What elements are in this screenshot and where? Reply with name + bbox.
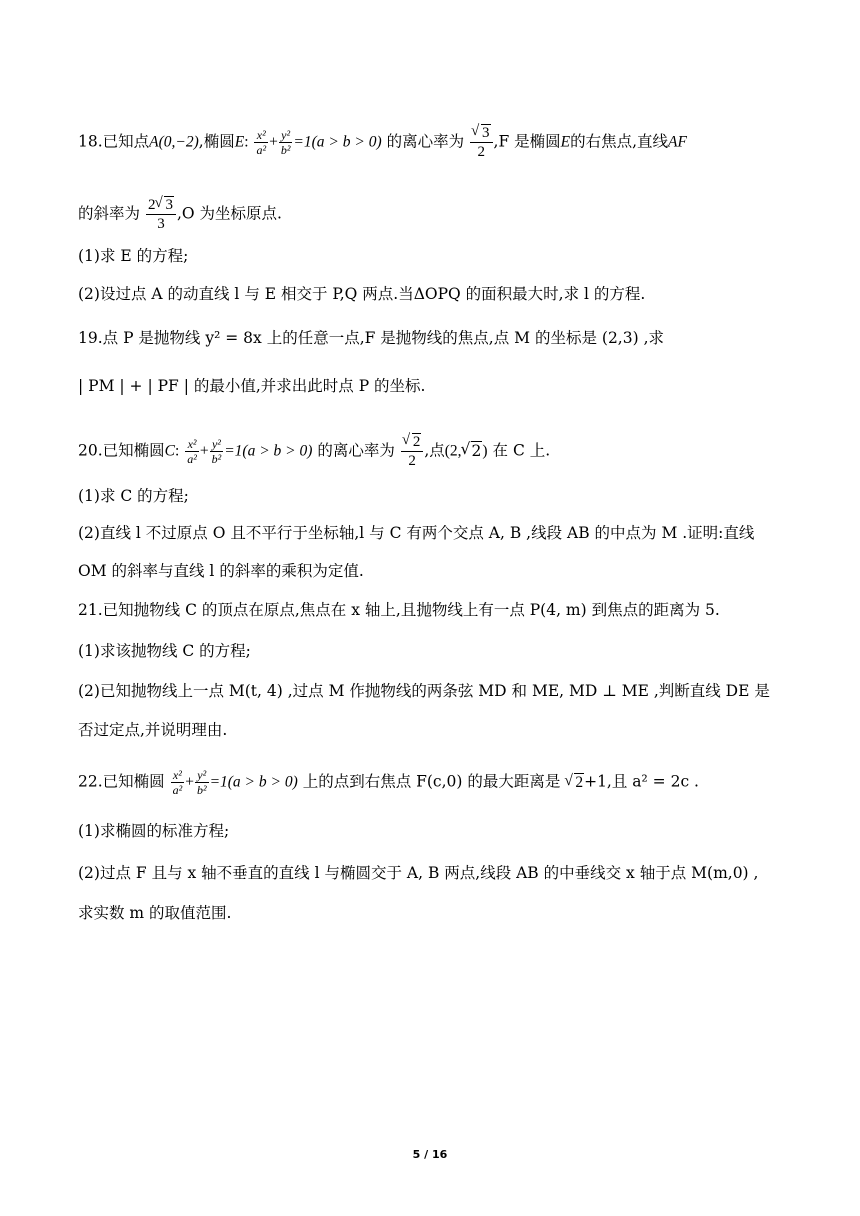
q19-line2: | PM | + | PF | 的最小值,并求出此时点 P 的坐标. (78, 377, 426, 395)
q18-colon: : (244, 133, 249, 151)
q20-text-2: 的离心率为 (317, 441, 395, 460)
q21-line1: 21.已知抛物线 C 的顶点在原点,焦点在 x 轴上,且抛物线上有一点 P(4, m) 到焦点的距离为 5. (78, 601, 720, 619)
plus-sign: + (199, 442, 209, 460)
q18-ecc-rad: 3 (482, 125, 490, 141)
q18-frac-x (254, 128, 268, 157)
frac-den: b² (280, 143, 291, 157)
q18-slope-rad: 3 (165, 197, 173, 213)
q18-ellipse-name-2: E (560, 133, 571, 151)
q22-frac-y (195, 768, 209, 797)
frac-num: x² (171, 768, 185, 783)
frac-num: y² (195, 768, 209, 783)
frac-den: a² (256, 143, 267, 157)
q18-line1 (78, 124, 687, 161)
q20-sub2-l2: OM 的斜率与直线 l 的斜率的乘积为定值. (78, 562, 364, 580)
frac-num: y² (210, 437, 224, 452)
frac-num: x² (254, 128, 268, 143)
q18-point-a: A(0,−2) (149, 133, 199, 151)
q22-sub2-l2: 求实数 m 的取值范围. (78, 904, 232, 922)
q20-sub2-l1: (2)直线 l 不过原点 O 且不平行于坐标轴,l 与 C 有两个交点 A, B ,线段 AB 的中点为 M .证明:直线 (78, 524, 755, 542)
frac-den: a² (172, 783, 183, 797)
q18-ellipse-name: E (234, 133, 245, 151)
q22-line1 (78, 768, 699, 797)
page-number: 5 / 16 (412, 1148, 448, 1161)
q20-text-3: ,点 (424, 441, 445, 460)
frac-num: y² (279, 128, 293, 143)
q18-ecc-den: 2 (477, 144, 486, 160)
q22-sub1: (1)求椭圆的标准方程; (78, 822, 230, 840)
q18-eq-tail: =1(a > b > 0) (293, 133, 382, 151)
plus-sign: + (269, 133, 278, 151)
q22-text-1: 22.已知椭圆 (78, 772, 165, 791)
q20-point-rad: 2 (471, 441, 482, 460)
frac-num: x² (185, 437, 199, 452)
q21-sub2-l1: (2)已知抛物线上一点 M(t, 4) ,过点 M 作抛物线的两条弦 MD 和 ME, MD ⊥ ME ,判断直线 DE 是 (78, 682, 770, 700)
q20-sub1: (1)求 C 的方程; (78, 487, 189, 505)
q19-line1: 19.点 P 是抛物线 y² = 8x 上的任意一点,F 是抛物线的焦点,点 M 的坐标是 (2,3) ,求 (78, 329, 664, 347)
q22-sub2-l1: (2)过点 F 且与 x 轴不垂直的直线 l 与椭圆交于 A, B 两点,线段 AB 的中垂线交 x 轴于点 M(m,0) , (78, 864, 759, 882)
q20-text-4: 在 C 上. (492, 441, 551, 460)
q20-eccentricity (401, 433, 424, 470)
q20-point-b: ) (482, 442, 488, 460)
q20-line1 (78, 433, 550, 470)
frac-den: a² (187, 452, 197, 466)
q22-text-3: +1,且 a² = 2c . (584, 772, 699, 791)
q22-rad: 2 (575, 773, 584, 791)
q18-slope (146, 196, 176, 233)
q18-sub2: (2)设过点 A 的动直线 l 与 E 相交于 P,Q 两点.当ΔOPQ 的面积最大时,求 l 的方程. (78, 285, 646, 303)
q20-eq-tail: =1(a > b > 0) (224, 442, 313, 460)
q18-slope-den: 3 (157, 216, 165, 232)
frac-den: b² (211, 452, 222, 466)
frac-den: b² (196, 783, 207, 797)
q20-text-1: 20.已知椭圆 (78, 441, 165, 460)
q22-text-2: 上的点到右焦点 F(c,0) 的最大距离是 (302, 772, 561, 791)
q18-text-6: 的斜率为 (78, 204, 141, 223)
q18-sub1: (1)求 E 的方程; (78, 247, 189, 265)
q20-frac-x (185, 437, 199, 466)
q18-frac-y (279, 128, 293, 157)
q18-line2 (78, 196, 282, 233)
q20-ecc-rad: 2 (412, 434, 421, 450)
q18-slope-coef: 2 (147, 197, 156, 213)
q21-sub1: (1)求该抛物线 C 的方程; (78, 642, 251, 660)
q18-text-7: ,O 为坐标原点. (176, 204, 282, 223)
q18-text-3: 的离心率为 (386, 132, 465, 151)
q18-line-af: AF (668, 133, 687, 151)
q20-point-a: (2, (444, 442, 462, 460)
q22-frac-x (171, 768, 185, 797)
q20-ellipse-name: C (164, 442, 175, 460)
plus-sign: + (185, 773, 194, 791)
q20-ecc-den: 2 (408, 453, 416, 469)
q18-text-1: 18.已知点 (78, 132, 150, 151)
q18-text-5: 的右焦点,直线 (570, 132, 669, 151)
q20-colon: : (175, 442, 180, 460)
q22-eq-tail: =1(a > b > 0) (209, 773, 298, 791)
q21-sub2-l2: 否过定点,并说明理由. (78, 721, 228, 739)
q20-frac-y (210, 437, 224, 466)
q18-text-2: ,椭圆 (198, 132, 235, 151)
q18-eccentricity (470, 124, 493, 161)
q18-text-4: ,F 是椭圆 (493, 132, 561, 151)
